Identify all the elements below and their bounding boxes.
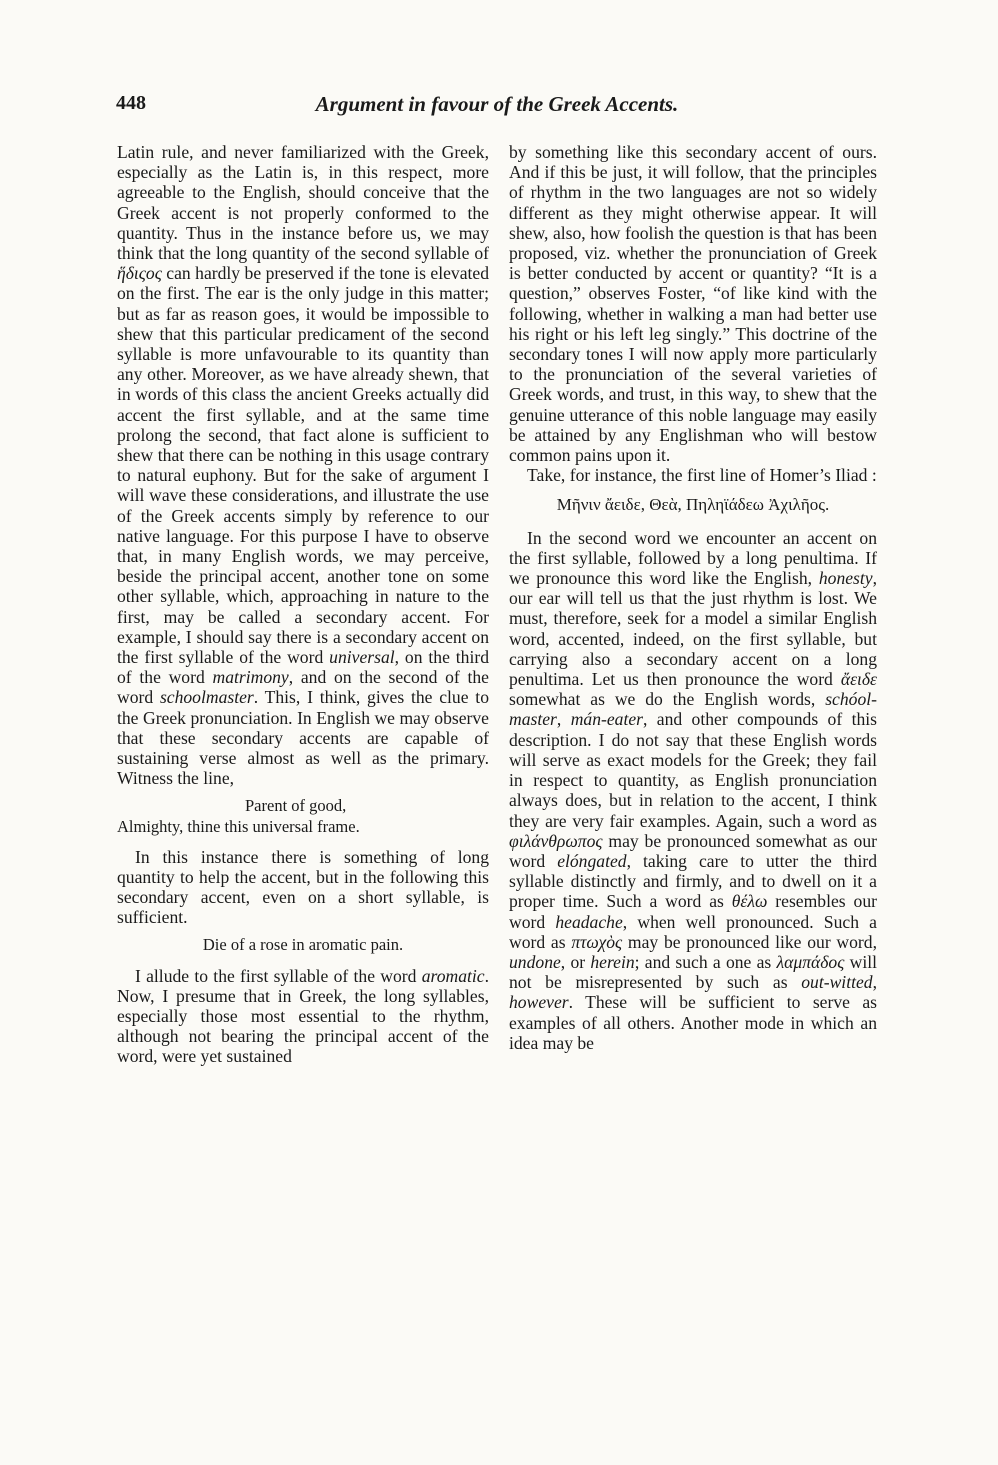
italic-term: headache bbox=[555, 911, 623, 932]
text-run: , when well pronounced. Such a word as bbox=[509, 911, 877, 952]
text-run: . Now, I presume that in Greek, the long syllables, especially those most essential to the rhythm, although not bearing the principal accent of the word, were yet sustained bbox=[117, 965, 489, 1067]
verse-line: Parent of good, bbox=[245, 795, 347, 815]
right-paragraph-2: Take, for instance, the first line of Homer’s Iliad : bbox=[527, 465, 877, 486]
text-run: resembles our word bbox=[509, 891, 877, 932]
italic-term: aromatic bbox=[421, 965, 485, 986]
text-run: will not be misrepresented by such as bbox=[509, 951, 877, 993]
text-run: , our ear will tell us that the just rhythm is lost. We must, therefore, seek for a model a similar English word, accented, indeed, on the first syllable, but carrying also a secondary accent on a long penultima. Let us then pronounce the word bbox=[509, 568, 877, 690]
verse-line: Almighty, thine this universal frame. bbox=[117, 816, 360, 836]
text-run: . These will be sufficient to serve as examples of all others. Another mode in which an idea may be bbox=[509, 992, 877, 1053]
text-run: , bbox=[872, 972, 877, 993]
text-run: , bbox=[556, 709, 571, 730]
text-run: , and on the second of the word bbox=[117, 667, 489, 708]
text-run: , and other compounds of this description. I do not say that these English words will serve as exact models for the Greek; they fail in respect to quantity, as English pronunciation always does, but in relation to the accent, I think they are very fair examples. Again, such a word as bbox=[509, 709, 878, 831]
text-run: may be pronounced like our word, bbox=[622, 931, 877, 952]
italic-term: mán-eater bbox=[570, 709, 643, 730]
text-run: In the second word we encounter an accent on the first syllable, followed by a long penultima. If we pronounce this word like the English, bbox=[509, 527, 877, 589]
left-paragraph-2: In this instance there is something of long quantity to help the accent, but in the following this secondary accent, even on a short syllable, is sufficient. bbox=[117, 846, 489, 928]
italic-term: matrimony bbox=[212, 667, 289, 688]
italic-term: λαμπάδος bbox=[776, 951, 845, 972]
page-number: 448 bbox=[116, 92, 146, 114]
italic-term: elóngated bbox=[557, 850, 627, 871]
right-column bbox=[509, 142, 877, 1053]
text-run: , or bbox=[560, 951, 591, 972]
left-paragraph-3 bbox=[117, 966, 489, 1067]
left-paragraph-1 bbox=[117, 142, 489, 789]
text-run: I allude to the first syllable of the word bbox=[135, 965, 422, 986]
verse-quotation-1 bbox=[117, 795, 489, 837]
text-run: . This, I think, gives the clue to the Greek pronunciation. In English we may observe that these secondary accents are capable of sustaining verse almost as well as the primary. Witness the line, bbox=[117, 687, 489, 789]
text-run: , on the third of the word bbox=[117, 647, 489, 688]
right-paragraph-3 bbox=[509, 528, 877, 1053]
italic-term: ἥδιςος bbox=[117, 263, 162, 284]
text-run: Latin rule, and never familiarized with the Greek, especially as the Latin is, in this respect, more agreeable to the English, should conceive that the Greek accent is not properly conformed to the quantity. Thus in the instance before us, we may think that the long quantity of the second syllable of bbox=[117, 142, 489, 264]
italic-term: θέλω bbox=[731, 891, 768, 912]
text-run: can hardly be preserved if the tone is elevated on the first. The ear is the only judge in this matter; but as far as reason goes, it would be impossible to shew that this particular predicament of the second syllable is more unfavourable to its quantity than any other. Moreover, as we have already shewn, that in words of this class the ancient Greeks actually did accent the first syllable, and at the same time prolong the second, that fact alone is sufficient to shew that there can be nothing in this usage contrary to natural euphony. But for the sake of argument I will wave these considerations, and illustrate the use of the Greek accents simply by reference to our native language. For this purpose I have to observe that, in many English words, we may perceive, beside the principal accent, another tone on some other syllable, which, approaching in nature to the first, may be called a secondary accent. For example, I should say there is a secondary accent on the first syllable of the word bbox=[117, 263, 489, 668]
italic-term: herein bbox=[590, 951, 635, 972]
italic-term: ἄειδε bbox=[840, 669, 877, 690]
right-paragraph-1: by something like this secondary accent of ours. And if this be just, it will follow, that the principles of rhythm in the two languages are not so widely different as they might otherwise appear. It will shew, also, how foolish the question is that has been proposed, viz. whether the pronunciation of Greek is better conducted by accent or quantity? “It is a question,” observes Foster, “of like kind with the following, whether in walking a man had better use his right or his left leg singly.” This doctrine of the secondary tones I will now apply more particularly to the pronunciation of the several varieties of Greek words, and trust, in this way, to shew that the genuine utterance of this noble language may easily be attained by any Englishman who will bestow common pains upon it. bbox=[509, 142, 877, 466]
verse-quotation-2: Die of a rose in aromatic pain. bbox=[202, 935, 404, 955]
text-run: , taking care to utter the third syllable distinctly and firmly, and to dwell on it a proper time. Such a word as bbox=[509, 850, 878, 912]
left-column bbox=[117, 142, 489, 1067]
italic-term: πτωχὸς bbox=[571, 931, 623, 952]
italic-term: schóol-master bbox=[509, 689, 877, 730]
page-header bbox=[116, 92, 878, 122]
text-run: somewhat as we do the English words, bbox=[509, 689, 826, 710]
running-title: Argument in favour of the Greek Accents. bbox=[315, 92, 679, 116]
italic-term: out-witted bbox=[801, 972, 873, 993]
italic-term: schoolmaster bbox=[159, 687, 254, 708]
greek-quotation: Μῆνιν ἄειδε, Θεὰ, Πηληϊάδεω Ἀχιλῆος. bbox=[556, 495, 830, 515]
italic-term: honesty bbox=[818, 568, 873, 589]
text-run: ; and such a one as bbox=[634, 951, 777, 972]
italic-term: φιλάνθρωπος bbox=[509, 830, 603, 851]
italic-term: universal bbox=[329, 647, 395, 668]
text-run: may be pronounced somewhat as our word bbox=[509, 830, 877, 871]
italic-term: undone bbox=[509, 951, 561, 972]
italic-term: however bbox=[509, 992, 569, 1013]
